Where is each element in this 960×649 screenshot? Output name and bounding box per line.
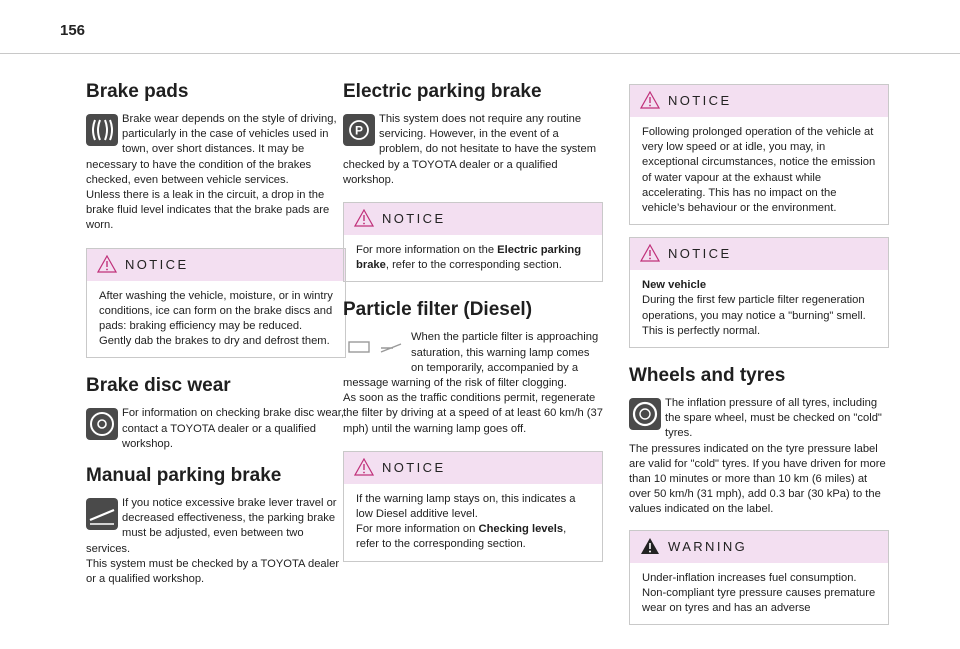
notice-label: NOTICE [668,93,732,108]
brake-disc-icon [86,408,118,440]
column-3 [629,84,889,625]
new-vehicle-notice [629,237,889,348]
electric-parking-text: This system does not require any routine servicing. However, in the event of a problem, do not hesitate to have the system checked by a TOYOTA dealer or a qualified workshop. [343,113,597,186]
notice-text [344,235,602,281]
notice-body [630,270,888,347]
tyre-icon [629,398,661,430]
particle-filter-lamp-icon [343,332,407,364]
notice-header [87,249,345,281]
notice-label: NOTICE [382,459,446,475]
warning-header [630,531,888,563]
manual-parking-text-2: This system must be checked by a TOYOTA dealer or a qualified workshop. [86,557,340,586]
svg-text:P: P [354,123,364,138]
particle-filter-text-2: As soon as the traffic conditions permit, regenerate the filter by driving at a speed of at least 60 km/h (37 mph) until the warning lamp goes off. [343,392,603,435]
notice-text-2-pre: For more information on [356,523,479,536]
notice-text-1: If the warning lamp stays on, this indicates a low Diesel additive level. [356,492,576,521]
wheels-text-2: The pressures indicated on the tyre pressure label are valid for "cold" tyres. If you have driven for more than 10 minutes or more than 10 km (6 miles) at over 50 km/h (31 mph), add 0.3 bar (30 kPa) to the values indicated on the label. [629,442,886,516]
warning-text-1: Under-inflation increases fuel consumption. [642,571,857,584]
notice-text [344,484,602,561]
manual-parking-title: Manual parking brake [86,465,282,487]
manual-parking-text-1: If you notice excessive brake lever travel or decreased effectiveness, the parking brake must be adjusted, even between two services. [86,497,337,555]
header-rule [0,53,960,54]
brake-pads-text-2: Unless there is a leak in the circuit, a drop in the brake fluid level indicates that the brake pads are worn. [86,189,330,232]
column-2 [343,80,603,562]
warning-text-2: Non-compliant tyre pressure causes premature wear on tyres and has an adverse [642,586,876,615]
wheels-title: Wheels and tyres [629,365,786,387]
notice-header [344,203,602,235]
notice-text-pre: For more information on the [356,244,498,257]
parking-lever-icon [86,498,118,530]
brake-disc-title: Brake disc wear [86,375,231,397]
warning-triangle-icon [640,244,660,262]
warning-triangle-icon [97,255,117,273]
notice-header [630,85,888,117]
page-number: 156 [60,22,86,39]
notice-label: NOTICE [382,211,446,227]
electric-parking-title: Electric parking brake [343,81,542,102]
notice-label: NOTICE [125,256,189,272]
warning-triangle-icon [354,458,374,476]
parking-p-icon [343,114,375,146]
notice-text-post: , refer to the corresponding section. [385,259,562,272]
tyre-warning [629,530,889,626]
warning-body [630,563,888,625]
brake-pads-icon [86,114,118,146]
notice-text-2-post: , refer to the corresponding section. [356,523,567,551]
particle-filter-title: Particle filter (Diesel) [343,299,533,321]
particle-filter-notice [343,451,603,562]
notice-text-2-bold: Checking levels [478,523,564,536]
notice-text: After washing the vehicle, moisture, or in wintry conditions, ice can form on the brake discs and pads: braking efficiency may be reduced. Gently dab the brakes to dry and defrost them. [99,289,333,348]
notice-heading: New vehicle [642,279,707,292]
warning-triangle-icon [354,209,374,227]
notice-text: During the first few particle filter regeneration operations, you may notice a "burning" smell. This is perfectly normal. [642,294,866,337]
wheels-text-1: The inflation pressure of all tyres, including the spare wheel, must be checked on "cold" tyres. [665,397,882,440]
notice-text-bold: Electric parking brake [356,244,582,272]
notice-text: Following prolonged operation of the vehicle at very low speed or at idle, you may, in exceptional circumstances, notice the emission of water vapour at the exhaust while accelerating. This has no impact on the vehicle’s behaviour or the environment. [642,126,876,215]
column-1 [86,80,346,587]
water-vapour-notice [629,84,889,225]
notice-label: NOTICE [668,246,732,262]
brake-pads-title: Brake pads [86,81,189,102]
brake-disc-text: For information on checking brake disc wear, contact a TOYOTA dealer or a qualified workshop. [122,407,344,450]
electric-parking-notice [343,202,603,282]
brake-pads-text-1: Brake wear depends on the style of driving, particularly in the case of vehicles used in town, over short distances. It may be necessary to have the condition of the brakes checked, even between vehicle services. [86,113,337,186]
warning-label: WARNING [668,538,748,554]
notice-text-2 [356,522,592,552]
warning-triangle-filled-icon [640,537,660,555]
particle-filter-text-1: When the particle filter is approaching saturation, this warning lamp comes on temporarily, accompanied by a message warning of the risk of filter clogging. [343,331,599,390]
notice-header [344,452,602,484]
warning-triangle-icon [640,91,660,109]
notice-header [630,238,888,270]
brake-pads-notice [86,248,346,359]
